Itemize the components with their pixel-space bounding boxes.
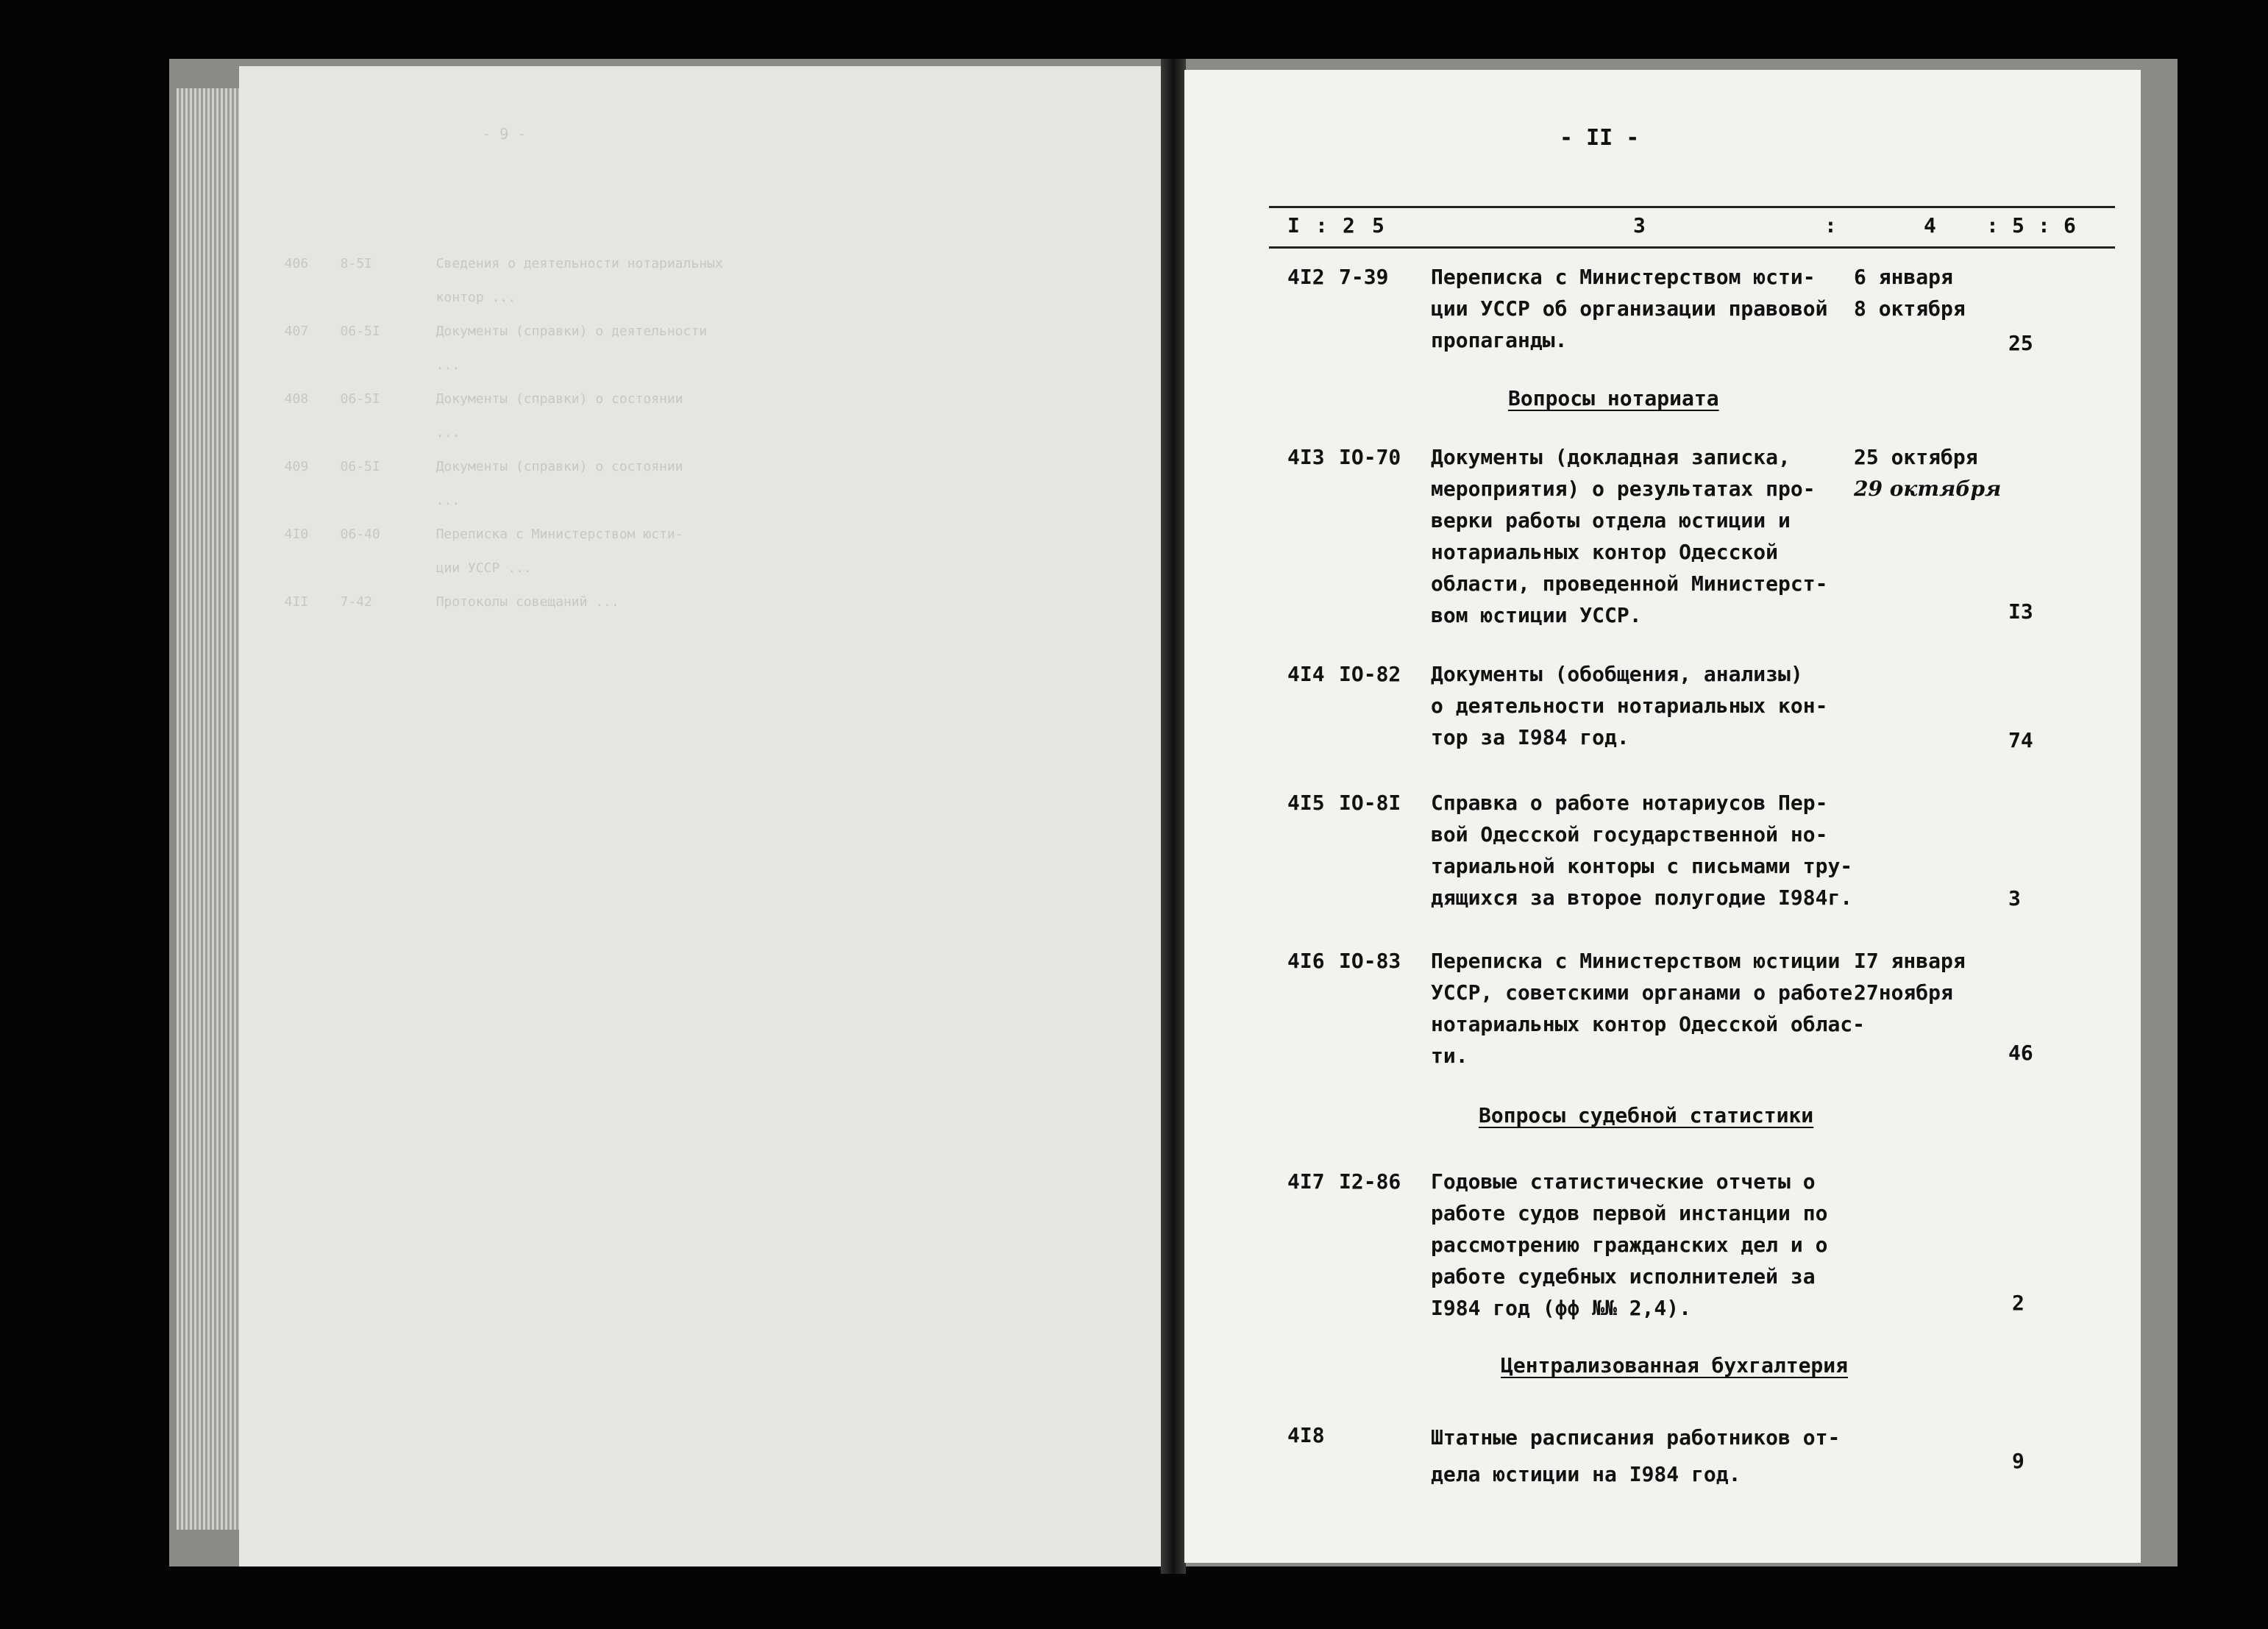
page-edges — [177, 88, 243, 1530]
entry-number: 4I8 — [1287, 1423, 1325, 1447]
entry-pages: 46 — [2008, 1041, 2033, 1065]
entry-pages: 9 — [2012, 1449, 2025, 1473]
header-sep: : — [1824, 213, 1837, 238]
entry-title: Годовые статистические отчеты о работе судов первой инстанции по рассмотрению гражданских дел и о работе судебных исполнителей за I984 год (фф №№ 2,4). — [1431, 1169, 1828, 1320]
table-bottom-rule — [1269, 246, 2115, 249]
entry-index: IO-83 — [1339, 949, 1401, 973]
entry-date-end: 27ноября — [1854, 980, 1953, 1005]
entry-title: Штатные расписания работников от- дела юстиции на I984 год. — [1431, 1425, 1841, 1486]
entry-title: Справка о работе нотариусов Пер- вой Одесской государственной но- тариальной конторы с письмами тру- дящихся за второе полугодие I984г. — [1431, 791, 1853, 910]
entry-index: I2-86 — [1339, 1169, 1401, 1194]
entry-number: 4I3 — [1287, 445, 1325, 469]
section-heading-notary: Вопросы нотариата — [1508, 386, 1719, 410]
entry-index: IO-82 — [1339, 662, 1401, 686]
page-number: - II - — [1560, 125, 1640, 151]
table-top-rule — [1269, 206, 2115, 208]
bleed-through-text: - 9 - — [482, 125, 527, 143]
entry-date-end: 8 октября — [1854, 296, 1966, 321]
header-col-6: 6 — [2063, 213, 2076, 238]
entry-index: IO-8I — [1339, 791, 1401, 815]
entry-number: 4I7 — [1287, 1169, 1325, 1194]
entry-date-start: I7 января — [1854, 949, 1966, 973]
entry-number: 4I6 — [1287, 949, 1325, 973]
entry-title: Документы (обобщения, анализы) о деятельности нотариальных кон- тор за I984 год. — [1431, 662, 1828, 749]
left-page — [239, 66, 1162, 1566]
entry-index: IO-70 — [1339, 445, 1401, 469]
entry-date-end: 29 октября — [1854, 477, 2002, 501]
header-col-1: I — [1287, 213, 1300, 238]
entry-pages: 74 — [2008, 728, 2033, 752]
entry-pages: 25 — [2008, 331, 2033, 355]
header-sep: : — [1315, 213, 1328, 238]
section-heading-accounting: Централизованная бухгалтерия — [1501, 1353, 1849, 1377]
entry-date-start: 25 октября — [1854, 445, 1978, 469]
entry-title: Переписка с Министерством юстиции УССР, советскими органами о работе нотариальных контор Одесской облас- ти. — [1431, 949, 1866, 1068]
entry-number: 4I4 — [1287, 662, 1325, 686]
book-gutter — [1161, 59, 1186, 1574]
header-sep: : — [1986, 213, 1999, 238]
entry-number: 4I5 — [1287, 791, 1325, 815]
entry-index: 7-39 — [1339, 265, 1389, 289]
entry-pages: 3 — [2008, 886, 2021, 910]
entry-date-start: 6 января — [1854, 265, 1953, 289]
bleed-through-text: 406 8-5I Сведения о деятельности нотариальных контор ... 407 06-5I Документы (справки) о деятельности ... 408 06-5I Документы (справки) о состоянии ... 409 06-5I Документы (справки) о состоянии ... 4I0 06-40 Переписка с Министерством юсти- ции УССР ... 4II 7-42 Протоколы совещаний ... — [284, 256, 723, 610]
entry-number: 4I2 — [1287, 265, 1325, 289]
header-col-5b: 5 — [2012, 213, 2025, 238]
header-sep: : — [2038, 213, 2050, 238]
entry-pages: 2 — [2012, 1291, 2025, 1315]
header-col-4: 4 — [1924, 213, 1936, 238]
entry-title: Документы (докладная записка, мероприятия) о результатах про- верки работы отдела юстиции и нотариальных контор Одесской области, проведенной Министерст- вом юстиции УССР. — [1431, 445, 1828, 627]
header-col-5: 5 — [1372, 213, 1384, 238]
entry-pages: I3 — [2008, 599, 2033, 624]
section-heading-statistics: Вопросы судебной статистики — [1479, 1103, 1814, 1127]
header-col-2: 2 — [1343, 213, 1355, 238]
right-page — [1184, 70, 2141, 1563]
header-col-3: 3 — [1633, 213, 1646, 238]
entry-title: Переписка с Министерством юсти- ции УССР об организации правовой пропаганды. — [1431, 265, 1828, 352]
